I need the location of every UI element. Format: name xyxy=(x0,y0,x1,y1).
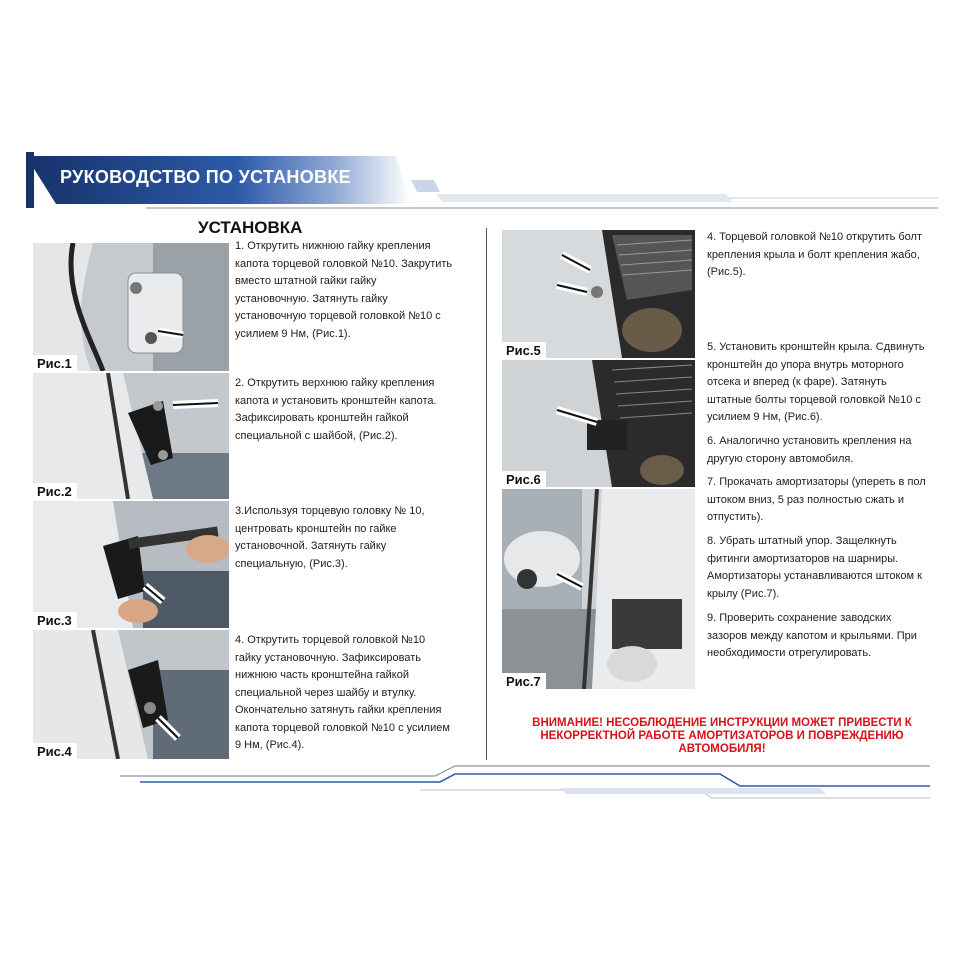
step-line: Окончательно затянуть гайки крепления xyxy=(235,704,442,716)
step-line: специальной через шайбу и втулку. xyxy=(235,686,417,699)
step-line: 7. Прокачать амортизаторы (упереть в пол xyxy=(707,476,926,488)
figure-label: Рис.1 xyxy=(33,355,77,371)
photo-fig-5 xyxy=(502,230,695,358)
step-line: специальной с шайбой, (Рис.2). xyxy=(235,429,398,442)
step-line: 5. Установить кронштейн крыла. Сдвинуть xyxy=(707,341,925,353)
footer-lines-graphic xyxy=(0,760,960,810)
step-line: штоком вниз, 5 раз полностью сжать и xyxy=(707,493,904,506)
step-2 xyxy=(235,375,437,445)
step-7 xyxy=(707,433,911,468)
step-line: установочную. Затянуть гайку xyxy=(235,292,388,305)
step-line: капота торцевой головкой №10 с усилием xyxy=(235,721,450,734)
footer-decoration xyxy=(0,760,960,810)
figure-label: Рис.2 xyxy=(33,483,77,499)
step-1 xyxy=(235,238,452,343)
step-line: отсека и вперед (к фаре). Затянуть xyxy=(707,376,887,388)
step-line: нижнюю часть кронштейна гайкой xyxy=(235,669,409,681)
step-6 xyxy=(707,339,924,427)
step-line: 1. Открутить нижнюю гайку крепления xyxy=(235,240,431,252)
step-line: 8. Убрать штатный упор. Защелкнуть xyxy=(707,535,897,547)
photo-fig-2 xyxy=(33,373,229,499)
step-line: капота торцевой головкой №10. Закрутить xyxy=(235,257,453,270)
step-line: установочную торцевой головкой №10 с xyxy=(235,310,441,322)
step-line: крылу (Рис.7). xyxy=(707,587,780,600)
figure-label: Рис.4 xyxy=(33,743,77,759)
step-5 xyxy=(707,229,922,282)
step-10 xyxy=(707,610,917,663)
photo-fig-1 xyxy=(33,243,229,371)
warning-line: ВНИМАНИЕ! НЕСОБЛЮДЕНИЕ ИНСТРУКЦИИ МОЖЕТ ПРИВЕСТИ К xyxy=(532,717,912,729)
header-banner xyxy=(26,152,938,210)
step-line: 4. Открутить торцевой головкой №10 xyxy=(235,634,426,646)
page-title: РУКОВОДСТВО ПО УСТАНОВКЕ xyxy=(60,167,351,187)
step-line: зазоров между капотом и крыльями. При xyxy=(707,629,917,642)
figure-label: Рис.5 xyxy=(502,342,546,358)
step-line: установочной. Затянуть гайку xyxy=(235,540,387,552)
step-line: 9. Проверить сохранение заводских xyxy=(707,612,892,624)
warning-text xyxy=(500,717,944,756)
column-divider xyxy=(486,228,487,760)
step-line: усилием 9 Нм, (Рис.1). xyxy=(235,327,351,340)
step-line: Зафиксировать кронштейн гайкой xyxy=(235,412,409,424)
step-line: (Рис.5). xyxy=(707,266,746,278)
step-line: гайку установочную. Зафиксировать xyxy=(235,651,422,664)
step-line: центровать кронштейн по гайке xyxy=(235,522,397,535)
step-line: усилием 9 Нм, (Рис.6). xyxy=(707,411,823,423)
photo-fig-6 xyxy=(502,360,695,487)
step-line: крепления крыла и болт крепления жабо, xyxy=(707,248,920,261)
step-line: 2. Открутить верхнюю гайку крепления xyxy=(235,377,435,389)
step-line: 3.Используя торцевую головку № 10, xyxy=(235,505,425,517)
step-line: капота и установить кронштейн капота. xyxy=(235,394,437,407)
step-line: фитинги амортизаторов на шарниры. xyxy=(707,552,899,565)
warning-line: АВТОМОБИЛЯ! xyxy=(678,743,766,755)
figure-label: Рис.3 xyxy=(33,612,77,628)
step-line: специальную, (Рис.3). xyxy=(235,557,348,570)
step-8 xyxy=(707,474,926,527)
step-line: кронштейн до упора внутрь моторного xyxy=(707,358,904,371)
step-line: штатные болты торцевой головкой №10 с xyxy=(707,393,921,406)
step-line: отпустить). xyxy=(707,511,764,523)
step-9 xyxy=(707,533,922,603)
step-line: 6. Аналогично установить крепления на xyxy=(707,435,912,447)
step-line: 9 Нм, (Рис.4). xyxy=(235,739,305,751)
figure-label: Рис.6 xyxy=(502,471,546,487)
step-4 xyxy=(235,632,450,755)
step-line: другую сторону автомобиля. xyxy=(707,452,854,465)
step-line: Амортизаторы устанавливаются штоком к xyxy=(707,570,922,582)
photo-fig-4 xyxy=(33,630,229,759)
photo-fig-7 xyxy=(502,489,695,689)
warning-line: НЕКОРРЕКТНОЙ РАБОТЕ АМОРТИЗАТОРОВ И ПОВРЕЖДЕНИЮ xyxy=(540,730,904,742)
step-line: необходимости отрегулировать. xyxy=(707,647,872,659)
photo-fig-3 xyxy=(33,501,229,628)
section-title: УСТАНОВКА xyxy=(198,218,303,237)
figure-label: Рис.7 xyxy=(502,673,546,689)
step-3 xyxy=(235,503,425,573)
step-line: вместо штатной гайки гайку xyxy=(235,275,377,287)
step-line: 4. Торцевой головкой №10 открутить болт xyxy=(707,231,923,243)
